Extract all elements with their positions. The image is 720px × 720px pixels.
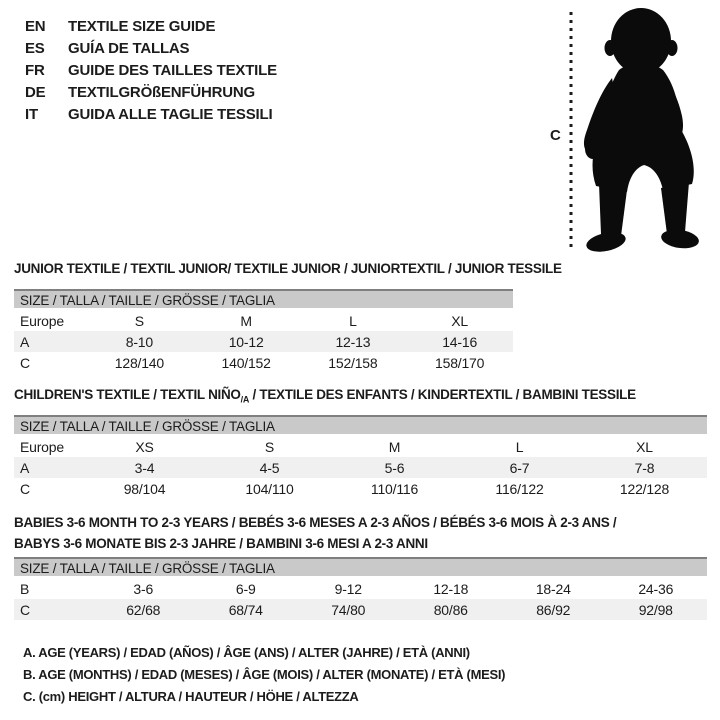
- title-prefix: CHILDREN'S TEXTILE / TEXTIL NIÑO: [14, 387, 241, 402]
- size-guide-figure: [540, 4, 716, 254]
- language-label: TEXTILE SIZE GUIDE: [68, 17, 216, 35]
- cell: 158/170: [435, 354, 485, 371]
- cell: 3-6: [133, 580, 154, 597]
- cell: 74/80: [331, 601, 366, 618]
- cell: 92/98: [638, 601, 673, 618]
- section-title: JUNIOR TEXTILE / TEXTIL JUNIOR/ TEXTILE JUNIOR / JUNIORTEXTIL / JUNIOR TESSILE: [14, 261, 562, 276]
- cell: 12-13: [335, 333, 371, 350]
- row-label: C: [20, 601, 30, 618]
- size-header-bar: SIZE / TALLA / TAILLE / GRÖSSE / TAGLIA: [14, 415, 707, 434]
- cell: 5-6: [384, 459, 405, 476]
- table-row: [14, 457, 707, 478]
- row-label: A: [20, 459, 30, 476]
- cell: 7-8: [634, 459, 655, 476]
- footnote-b: B. AGE (MONTHS) / EDAD (MESES) / ÂGE (MOIS) / ALTER (MONATE) / ETÀ (MESI): [23, 667, 506, 682]
- language-label: GUÍA DE TALLAS: [68, 39, 190, 57]
- row-label: B: [20, 580, 30, 597]
- language-row-fr: [25, 59, 277, 81]
- cell: L: [515, 438, 524, 455]
- language-header: [25, 15, 277, 125]
- title-suffix: / TEXTILE DES ENFANTS / KINDERTEXTIL / BAMBINI TESSILE: [249, 387, 636, 402]
- title-subscript: /A: [240, 394, 250, 405]
- table-row: [14, 436, 707, 457]
- section-junior-textile: [14, 261, 562, 376]
- cell: 104/110: [245, 480, 294, 497]
- cell: XS: [135, 438, 154, 455]
- table-row: [14, 331, 513, 352]
- language-code: EN: [25, 17, 46, 35]
- toddler-shape: [584, 8, 700, 254]
- footnote-a: A. AGE (YEARS) / EDAD (AÑOS) / ÂGE (ANS) / ALTER (JAHRE) / ETÀ (ANNI): [23, 645, 470, 660]
- language-label: GUIDA ALLE TAGLIE TESSILI: [68, 105, 273, 123]
- cell: 116/122: [495, 480, 544, 497]
- title-line-1: BABIES 3-6 MONTH TO 2-3 YEARS / BEBÉS 3-6 MESES A 2-3 AÑOS / BÉBÉS 3-6 MOIS À 2-3 ANS /: [14, 515, 617, 530]
- cell: 6-7: [509, 459, 530, 476]
- cell: 24-36: [638, 580, 674, 597]
- cell: S: [134, 312, 144, 329]
- row-label: Europe: [20, 438, 64, 455]
- language-row-de: [25, 81, 277, 103]
- language-label: TEXTILGRÖßENFÜHRUNG: [68, 83, 256, 101]
- row-label: A: [20, 333, 30, 350]
- cell: S: [264, 438, 275, 455]
- cell: 110/116: [370, 480, 419, 497]
- table-row: [14, 310, 513, 331]
- row-label: C: [20, 354, 30, 371]
- height-label-c: C: [550, 127, 561, 144]
- cell: XL: [451, 312, 468, 329]
- cell: 122/128: [619, 480, 670, 497]
- section-title: [14, 387, 707, 405]
- cell: 86/92: [536, 601, 571, 618]
- row-label: C: [20, 480, 30, 497]
- cell: XL: [636, 438, 653, 455]
- table-row: [14, 352, 513, 373]
- size-header-bar: SIZE / TALLA / TAILLE / GRÖSSE / TAGLIA: [14, 557, 707, 576]
- cell: 152/158: [328, 354, 378, 371]
- cell: 12-18: [433, 580, 469, 597]
- cell: 128/140: [114, 354, 164, 371]
- language-row-en: [25, 15, 277, 37]
- footnote-c: C. (cm) HEIGHT / ALTURA / HAUTEUR / HÖHE / ALTEZZA: [23, 689, 359, 704]
- size-table: [14, 310, 513, 373]
- size-table: [14, 578, 707, 620]
- language-code: IT: [25, 105, 38, 123]
- section-babies-textile: [14, 512, 707, 624]
- row-label: Europe: [20, 312, 64, 329]
- table-row: [14, 478, 707, 499]
- cell: 9-12: [334, 580, 362, 597]
- language-code: DE: [25, 83, 46, 101]
- title-line-2: BABYS 3-6 MONATE BIS 2-3 JAHRE / BAMBINI 3-6 MESI A 2-3 ANNI: [14, 536, 428, 551]
- table-row: [14, 599, 707, 620]
- table-row: [14, 578, 707, 599]
- cell: L: [349, 312, 357, 329]
- language-code: ES: [25, 39, 45, 57]
- cell: 4-5: [259, 459, 280, 476]
- cell: 62/68: [126, 601, 161, 618]
- cell: M: [388, 438, 401, 455]
- cell: 68/74: [228, 601, 263, 618]
- cell: 6-9: [235, 580, 256, 597]
- cell: 140/152: [221, 354, 271, 371]
- language-row-it: [25, 103, 277, 125]
- cell: M: [240, 312, 252, 329]
- section-title: [14, 512, 707, 554]
- cell: 3-4: [134, 459, 155, 476]
- footnotes: [23, 642, 505, 708]
- language-row-es: [25, 37, 277, 59]
- section-children-textile: [14, 387, 707, 502]
- cell: 80/86: [433, 601, 468, 618]
- cell: 18-24: [535, 580, 571, 597]
- language-label: GUIDE DES TAILLES TEXTILE: [68, 61, 277, 79]
- cell: 8-10: [125, 333, 153, 350]
- cell: 98/104: [123, 480, 166, 497]
- cell: 14-16: [442, 333, 478, 350]
- toddler-silhouette: [540, 4, 716, 254]
- cell: 10-12: [228, 333, 264, 350]
- language-code: FR: [25, 61, 45, 79]
- size-header-bar: SIZE / TALLA / TAILLE / GRÖSSE / TAGLIA: [14, 289, 513, 308]
- size-table: [14, 436, 707, 499]
